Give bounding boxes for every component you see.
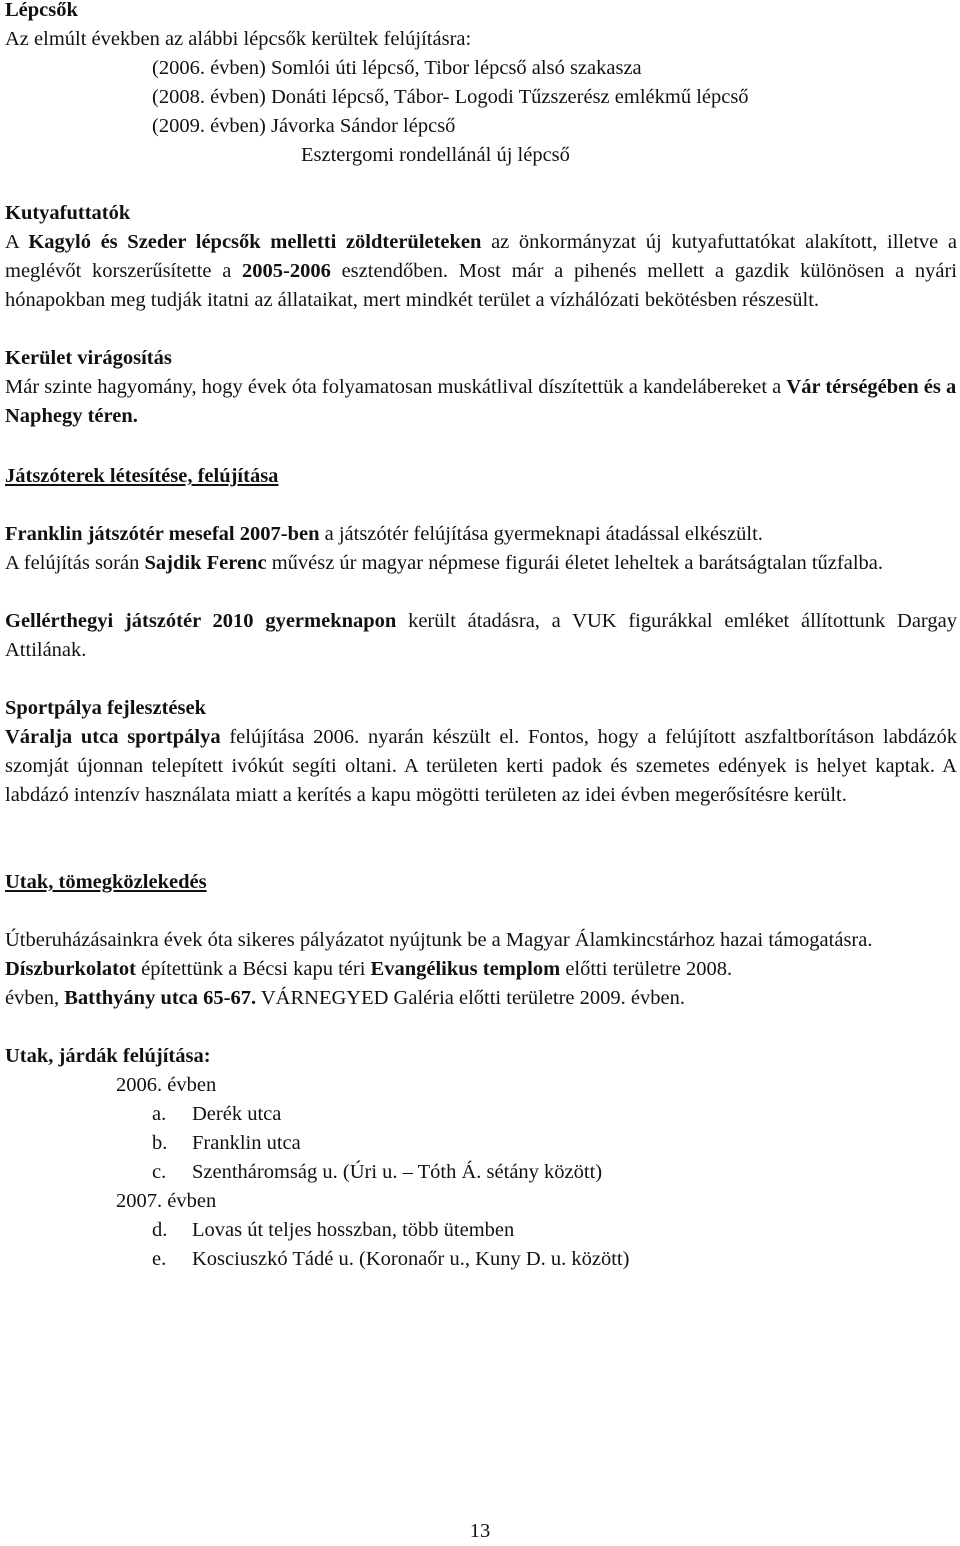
text-run: előtti területre 2008. xyxy=(560,958,733,980)
text-run: a játszótér felújítása gyermeknapi átadással elkészült. xyxy=(319,523,763,545)
section-title: Lépcsők xyxy=(5,0,78,21)
section-kutyafuttatok xyxy=(5,199,957,315)
text-run: felújítása 2006. nyarán készült el. Fontos, hogy a felújított aszfaltborításon labdázók szomját újonnan telepített ivókút segíti oltani. A területen kerti padok és szemetes edények is helyet kaptak. A labdázó intenzív használata miatt a kerítés a kapu mögötti területen az idei évben megerősítésre került. xyxy=(5,726,958,806)
section-jardak xyxy=(5,1042,957,1274)
text-run: A xyxy=(5,231,29,253)
paragraph xyxy=(5,723,957,810)
text-run-bold: 2005-2006 xyxy=(242,260,331,282)
list-label: b. xyxy=(152,1132,168,1154)
list-item: (2008. évben) Donáti lépcső, Tábor- Logodi Tűzszerész emlékmű lépcső xyxy=(152,86,749,108)
document-page xyxy=(5,0,957,1274)
section-title: Kutyafuttatók xyxy=(5,202,131,224)
section-title: Sportpálya fejlesztések xyxy=(5,697,206,719)
section-viragositas xyxy=(5,344,957,431)
paragraph: Útberuházásainkra évek óta sikeres pályázatot nyújtunk be a Magyar Álamkincstárhoz hazai támogatásra. xyxy=(5,929,873,951)
paragraph xyxy=(5,549,957,578)
paragraph xyxy=(5,607,957,665)
paragraph xyxy=(5,520,957,549)
section-title: Utak, járdák felújítása: xyxy=(5,1045,211,1067)
paragraph xyxy=(5,955,957,1013)
text-run: VÁRNEGYED Galéria előtti területre 2009. évben. xyxy=(256,987,685,1009)
text-run: esztendőben. Most már a pihenés mellett a gazdik különösen a nyári hónapokban meg tudják itatni az állataikat, mert mindkét terület a vízhálózati bekötésben részesült. xyxy=(5,260,957,311)
text-run: A felújítás során xyxy=(5,552,145,574)
text-run-bold: Vár térségében és a Naphegy téren. xyxy=(5,376,957,427)
section-utak xyxy=(5,868,957,1013)
section-lepcsok xyxy=(5,0,957,170)
text-run: építettünk a Bécsi kapu téri xyxy=(135,958,371,980)
list-item xyxy=(5,1100,957,1129)
section-title: Játszóterek létesítése, felújítása xyxy=(5,465,279,487)
text-run-bold: Díszburkolatot xyxy=(5,958,136,980)
list-item xyxy=(5,1245,957,1274)
list-label: a. xyxy=(152,1103,167,1125)
section-intro: Az elmúlt években az alábbi lépcsők kerültek felújításra: xyxy=(5,28,472,50)
text-run: Már szinte hagyomány, hogy évek óta folyamatosan muskátlival díszítettük a kandelábereket a xyxy=(5,376,787,398)
text-run-bold: Sajdik Ferenc xyxy=(144,552,267,574)
section-jatszoterek xyxy=(5,462,957,665)
list-text: Lovas út teljes hosszban, több ütemben xyxy=(192,1219,515,1241)
text-run: művész úr magyar népmese figurái életet leheltek a barátságtalan tűzfalba. xyxy=(266,552,883,574)
text-run-bold: Franklin játszótér mesefal 2007-ben xyxy=(5,523,320,545)
list-item: (2006. évben) Somlói úti lépcső, Tibor lépcső alsó szakasza xyxy=(152,57,642,79)
section-sportpalya xyxy=(5,694,957,810)
text-run-bold: Váralja utca sportpálya xyxy=(5,726,221,748)
list-item xyxy=(5,1158,957,1187)
section-title: Kerület virágosítás xyxy=(5,347,172,369)
text-run: évben, xyxy=(5,987,65,1009)
list-year: 2007. évben xyxy=(116,1190,217,1212)
list-item: (2009. évben) Jávorka Sándor lépcső xyxy=(152,115,456,137)
list-item: Esztergomi rondellánál új lépcső xyxy=(301,144,570,166)
text-run: az önkormányzat új kutyafuttatókat alakított, illetve a meglévőt korszerűsítette a xyxy=(5,231,957,282)
text-run-bold: Kagyló és Szeder lépcsők melletti zöldterületeken xyxy=(28,231,482,253)
list-text: Szentháromság u. (Úri u. – Tóth Á. sétány között) xyxy=(192,1161,603,1183)
page-number: 13 xyxy=(469,1520,491,1542)
text-run-bold: Batthyány utca 65-67. xyxy=(64,987,257,1009)
list-item xyxy=(5,1216,957,1245)
list-item xyxy=(5,1129,957,1158)
list-label: d. xyxy=(152,1219,168,1241)
paragraph xyxy=(5,228,957,315)
text-run-bold: Gellérthegyi játszótér 2010 gyermeknapon xyxy=(5,610,397,632)
text-run: került átadásra, a VUK figurákkal emléket állítottunk Dargay Attilának. xyxy=(5,610,957,661)
list-year: 2006. évben xyxy=(116,1074,217,1096)
list-text: Kosciuszkó Tádé u. (Koronaőr u., Kuny D. u. között) xyxy=(192,1248,630,1270)
list-label: c. xyxy=(152,1161,167,1183)
list-text: Derék utca xyxy=(192,1103,282,1125)
list-text: Franklin utca xyxy=(192,1132,301,1154)
section-title: Utak, tömegközlekedés xyxy=(5,871,207,893)
paragraph xyxy=(5,373,957,431)
text-run-bold: Evangélikus templom xyxy=(370,958,561,980)
list-label: e. xyxy=(152,1248,167,1270)
